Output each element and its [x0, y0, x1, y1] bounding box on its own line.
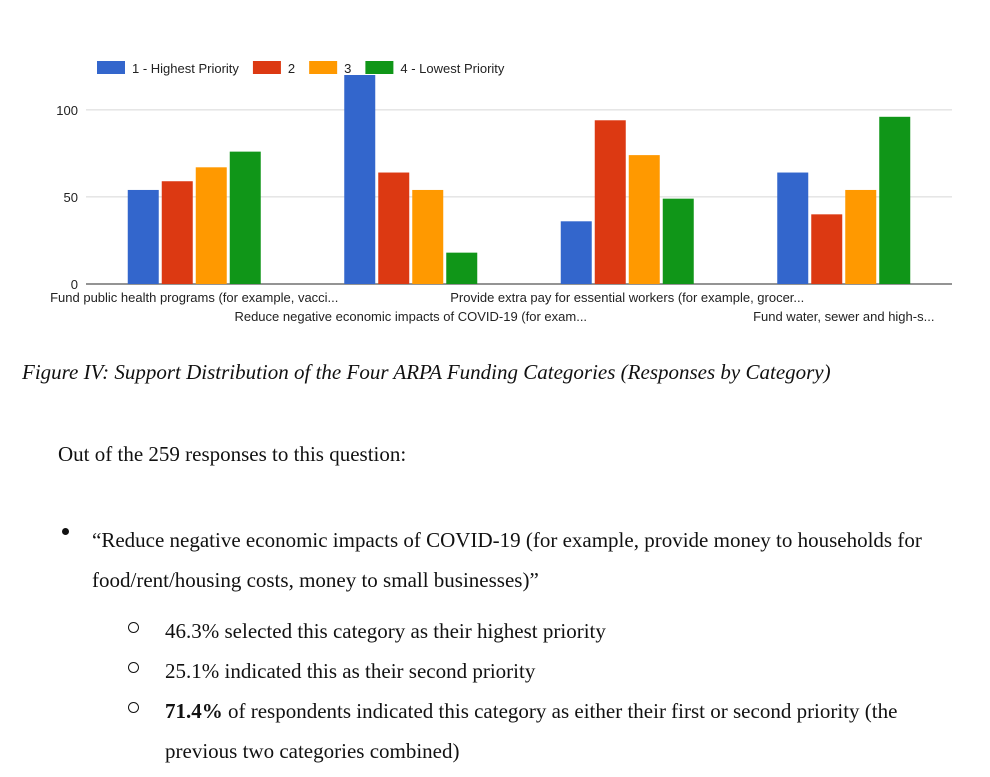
sub-item-text	[165, 611, 925, 651]
x-tick-label: Fund water, sewer and high-s...	[753, 309, 935, 324]
sub-item-body: 46.3% selected this category as their highest priority	[165, 619, 606, 643]
bar	[162, 181, 193, 284]
bar	[378, 173, 409, 284]
x-axis-labels	[50, 290, 934, 324]
bar	[595, 120, 626, 284]
legend-swatch	[365, 61, 393, 74]
legend-label: 1 - Highest Priority	[132, 61, 239, 76]
sub-bullet-marker	[128, 662, 139, 673]
legend-swatch	[309, 61, 337, 74]
bar	[663, 199, 694, 284]
legend-label: 2	[287, 61, 296, 76]
bar	[629, 155, 660, 284]
figure-caption: Figure IV: Support Distribution of the Four ARPA Funding Categories (Responses by Category)	[22, 360, 831, 384]
y-tick-label: 0	[70, 277, 78, 292]
y-tick-label: 50	[63, 189, 78, 205]
sub-item-text	[165, 691, 925, 771]
bullet-marker	[62, 528, 69, 535]
bar	[561, 221, 592, 284]
legend-label: 3	[344, 61, 352, 76]
chart-bars	[128, 75, 911, 284]
legend-swatch	[253, 61, 281, 74]
bar	[777, 173, 808, 284]
bar	[446, 253, 477, 284]
sub-item-text	[165, 651, 925, 691]
intro-text: Out of the 259 responses to this question:	[58, 442, 407, 466]
chart-legend	[97, 61, 505, 76]
x-tick-label: Reduce negative economic impacts of COVID-19 (for exam...	[234, 309, 588, 324]
sub-bullet-marker	[128, 622, 139, 633]
bar	[128, 190, 159, 284]
x-tick-label: Fund public health programs (for example, vacci...	[50, 290, 339, 305]
bar	[845, 190, 876, 284]
sub-item-body: of respondents indicated this category as either their first or second priority (the previous two categories combined)	[165, 699, 898, 763]
sub-bullet-marker	[128, 702, 139, 713]
bar	[412, 190, 443, 284]
bar-chart	[0, 0, 990, 330]
bar	[196, 167, 227, 284]
y-axis-ticks	[56, 103, 78, 292]
sub-item-strong: 71.4%	[165, 699, 223, 723]
sub-item-body: 25.1% indicated this as their second priority	[165, 659, 536, 683]
legend-label: 4 - Lowest Priority	[400, 61, 505, 76]
bar	[344, 75, 375, 284]
bullet-item-text: “Reduce negative economic impacts of COVID-19 (for example, provide money to households for food/rent/housing costs, money to small businesses)”	[92, 528, 922, 592]
bar	[879, 117, 910, 284]
bar	[811, 214, 842, 284]
y-tick-label: 100	[56, 102, 78, 118]
bar	[230, 152, 261, 284]
x-tick-label: Provide extra pay for essential workers (for example, grocer...	[450, 290, 805, 305]
legend-swatch	[97, 61, 125, 74]
